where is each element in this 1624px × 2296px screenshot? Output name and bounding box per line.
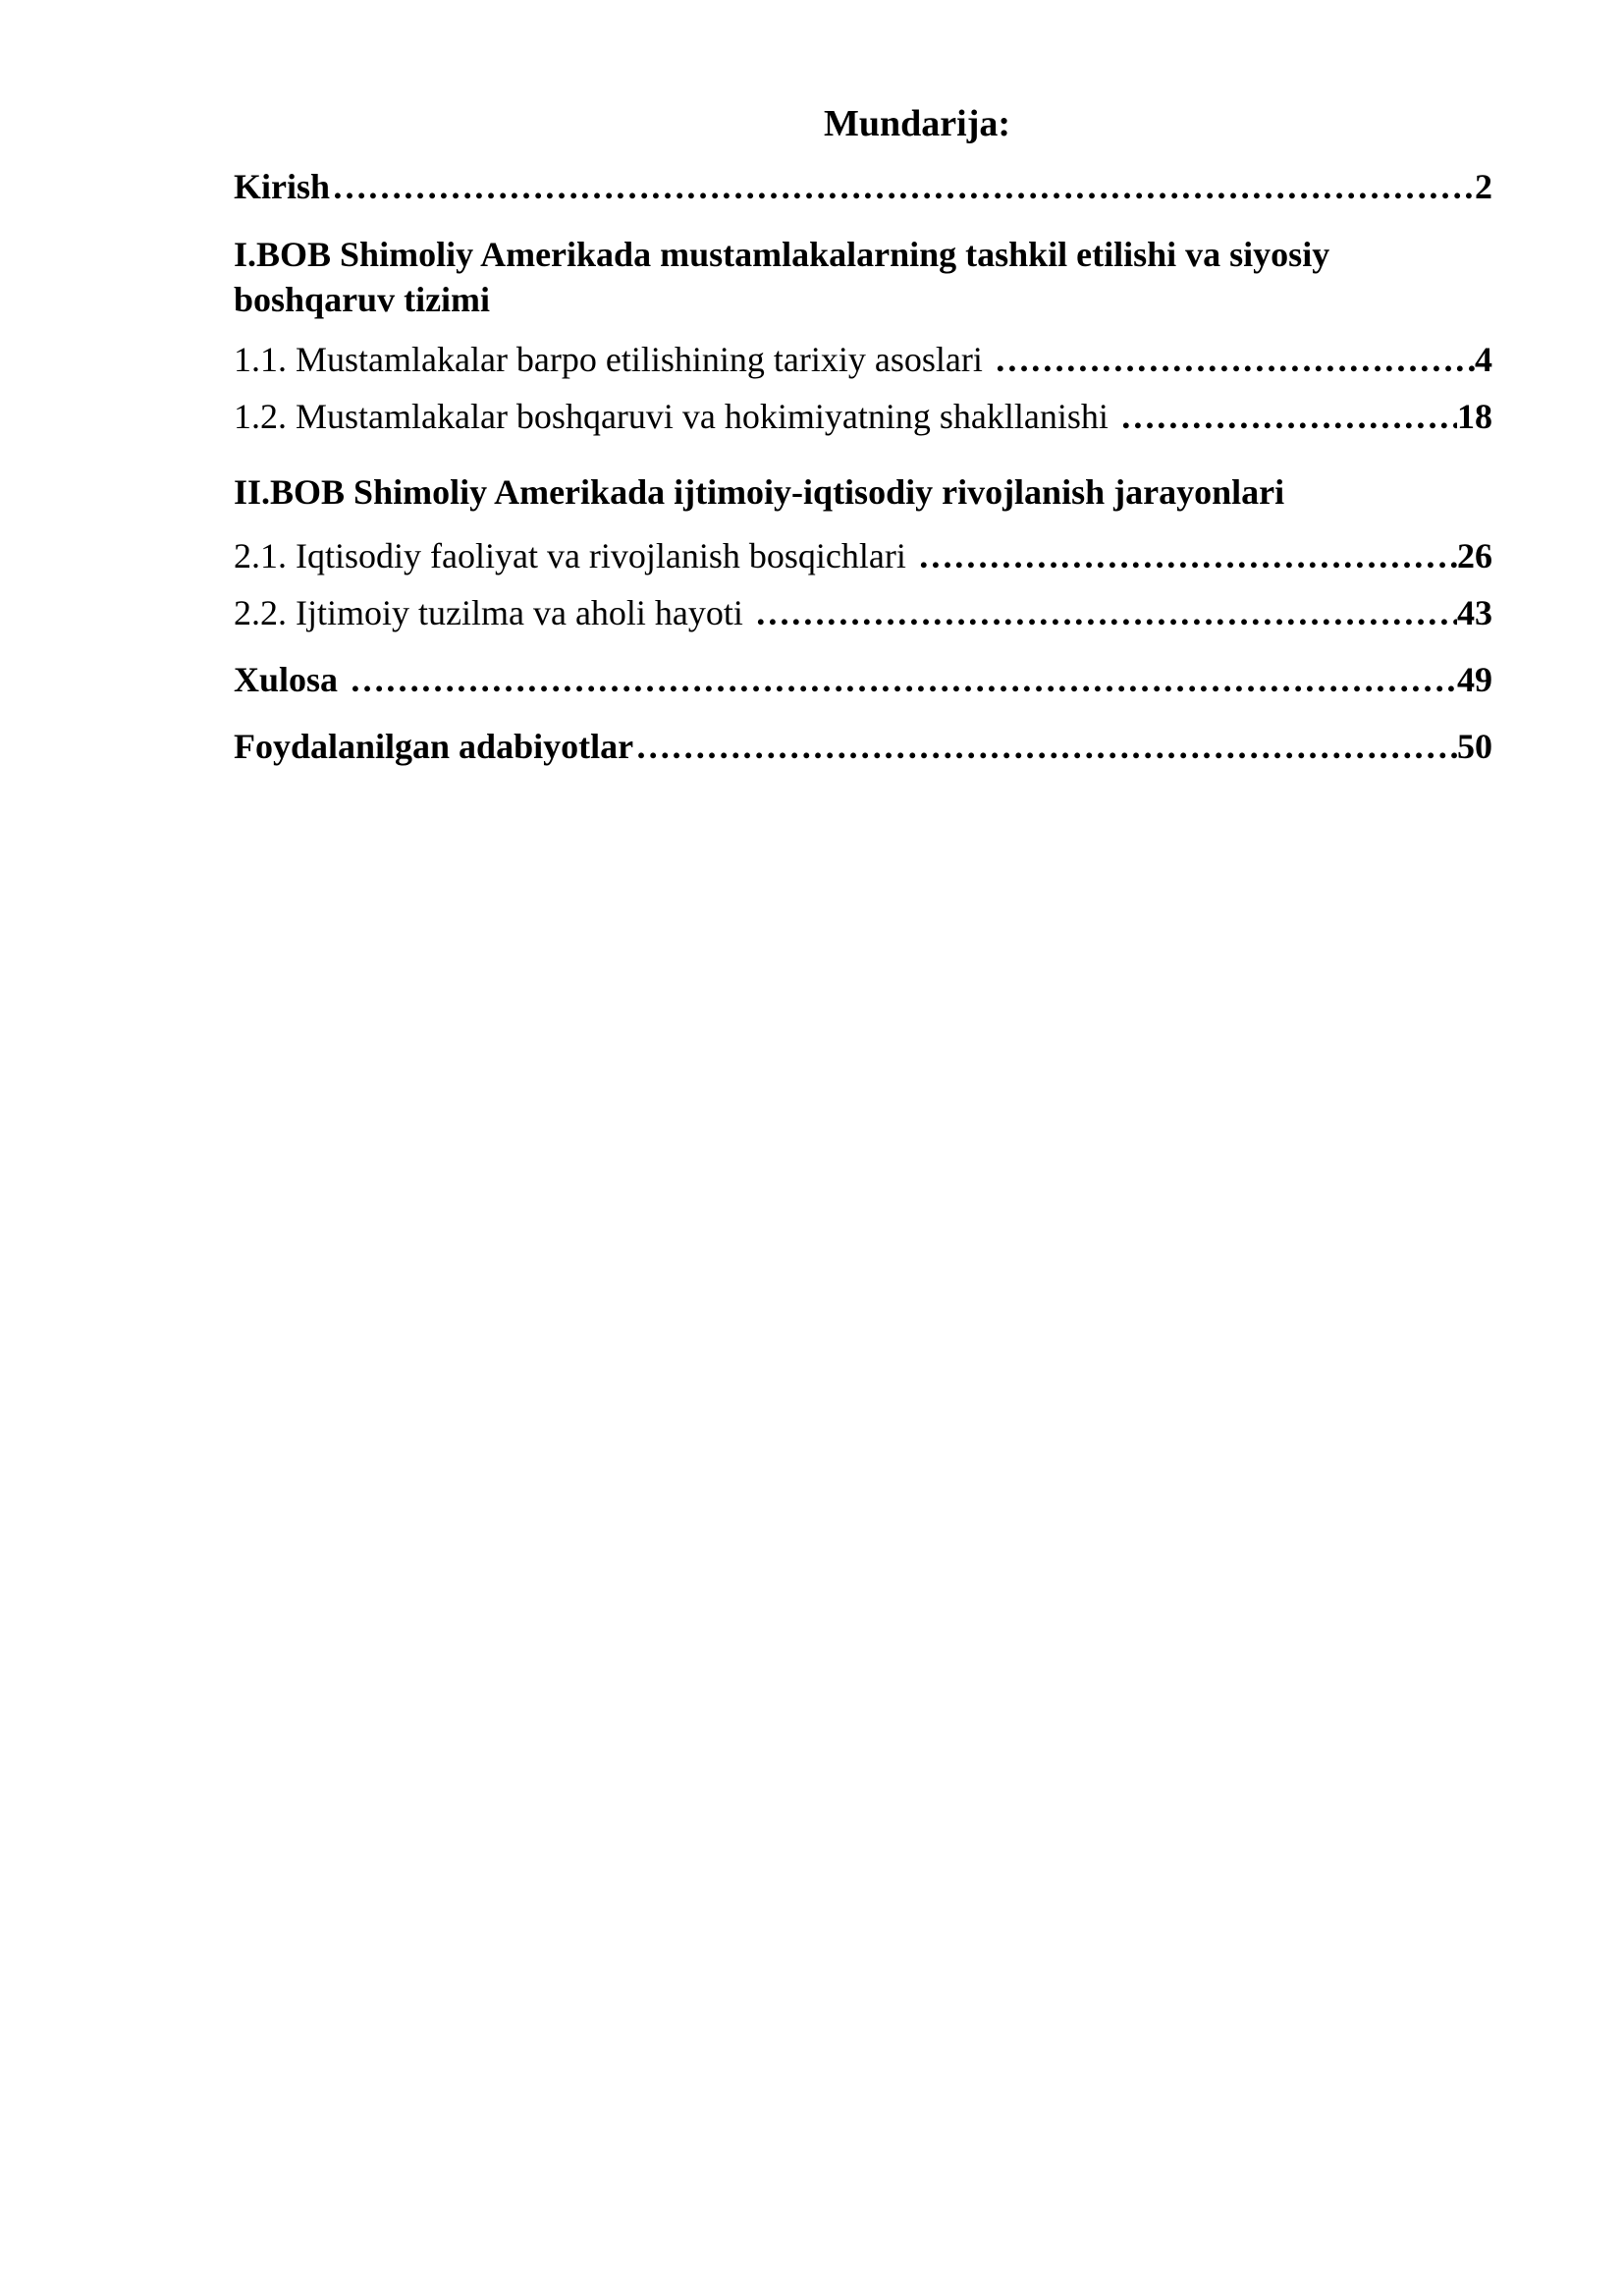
toc-page-number: 50: [1457, 727, 1492, 766]
dot-leader: [753, 589, 1457, 636]
toc-entry-label: 2.2. Ijtimoiy tuzilma va aholi hayoti: [234, 593, 743, 632]
toc-entry-label: Kirish: [234, 167, 331, 206]
toc-entry-section-2-1: [234, 532, 1492, 579]
toc-page-number: 49: [1457, 660, 1492, 699]
toc-entry-label: Foydalanilgan adabiyotlar: [234, 727, 634, 766]
toc-page-number: 43: [1457, 593, 1492, 632]
dot-leader: [633, 723, 1457, 770]
toc-entry-section-1-2: [234, 393, 1492, 440]
toc-page-number: 18: [1457, 397, 1492, 436]
toc-entry-label: 1.2. Mustamlakalar boshqaruvi va hokimiyatning shakllanishi: [234, 397, 1109, 436]
dot-leader: [916, 532, 1457, 579]
toc-entry-conclusion: [234, 656, 1492, 703]
toc-title: Mundarija:: [824, 103, 1010, 144]
dot-leader: [1118, 393, 1457, 440]
toc-entry-intro: [234, 163, 1492, 210]
toc-entry-section-2-2: [234, 589, 1492, 636]
toc-entry-section-1-1: [234, 336, 1492, 383]
toc-entry-references: [234, 723, 1492, 770]
toc-entry-label: 1.1. Mustamlakalar barpo etilishining tarixiy asoslari: [234, 340, 983, 379]
table-of-contents: [234, 98, 1492, 770]
chapter-1-heading: I.BOB Shimoliy Amerikada mustamlakalarning tashkil etilishi va siyosiy boshqaruv tizimi: [234, 235, 1330, 319]
dot-leader: [993, 336, 1475, 383]
dot-leader: [348, 656, 1457, 703]
toc-entry-label: 2.1. Iqtisodiy faoliyat va rivojlanish bosqichlari: [234, 536, 906, 575]
toc-page-number: 4: [1475, 340, 1492, 379]
chapter-2-heading: II.BOB Shimoliy Amerikada ijtimoiy-iqtisodiy rivojlanish jarayonlari: [234, 472, 1285, 512]
dot-leader: [330, 163, 1475, 210]
toc-entry-label: Xulosa: [234, 660, 339, 699]
toc-page-number: 26: [1457, 536, 1492, 575]
toc-page-number: 2: [1475, 167, 1492, 206]
